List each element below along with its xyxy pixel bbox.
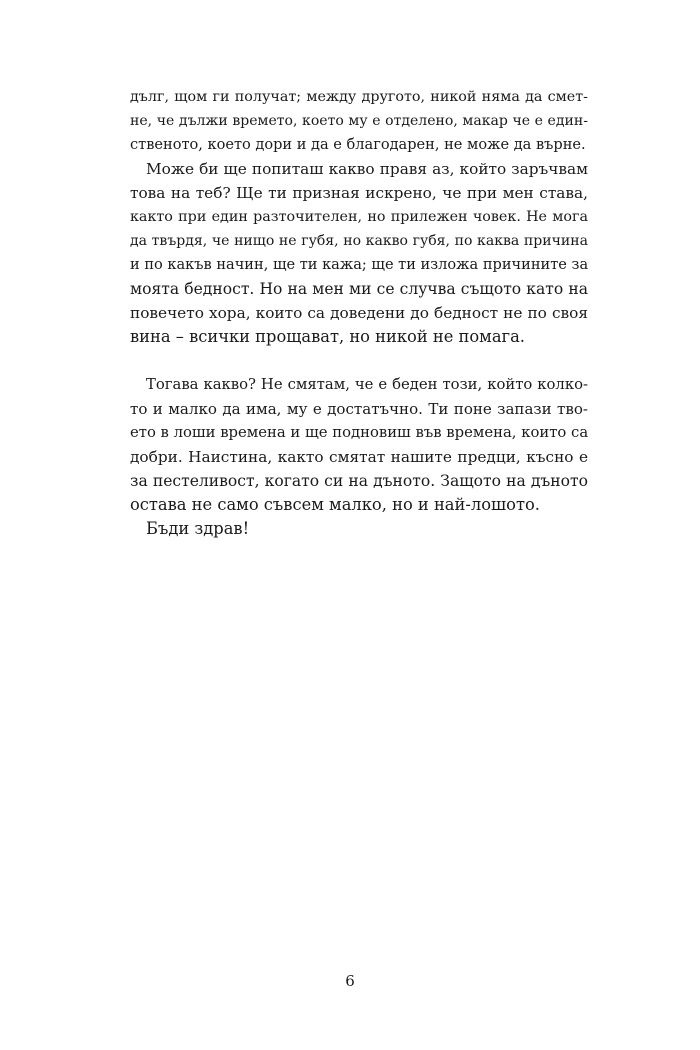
text-line: Тогава какво? Не смятам, че е беден този, който колко- xyxy=(146,376,588,393)
text-line: вина – всички прощават, но никой не помага. xyxy=(130,327,525,346)
text-line: не, че дължи времето, което му е отделено, макар че е един- xyxy=(130,113,588,129)
text-line: и по какъв начин, ще ти кажа; ще ти изложа причините за xyxy=(130,256,588,273)
text-line: Бъди здрав! xyxy=(146,519,250,538)
text-line: добри. Наистина, както смятат нашите предци, късно е xyxy=(130,448,588,466)
text-line: ственото, което дори и да е благодарен, не може да върне. xyxy=(130,136,586,153)
text-line: повечето хора, които са доведени до бедност не по своя xyxy=(130,304,588,322)
closing-line xyxy=(130,517,588,541)
text-line: Може би ще попиташ какво правя аз, който заръчвам xyxy=(146,160,588,178)
text-line: да твърдя, че нищо не губя, но какво губя, по каква причина xyxy=(130,233,588,249)
paragraph-1 xyxy=(130,85,588,157)
text-line: за пестеливост, когато си на дъното. Защото на дъното xyxy=(130,472,588,490)
text-line: дълг, щом ги получат; между другото, никой няма да смет- xyxy=(130,89,588,105)
text-line: както при един разточителен, но прилежен човек. Не мога xyxy=(130,209,588,225)
text-line: това на теб? Ще ти призная искрено, че при мен става, xyxy=(130,184,588,202)
paragraph-2 xyxy=(130,157,588,349)
text-line: то и малко да има, му е достатъчно. Ти поне запази тво- xyxy=(130,400,588,418)
text-line: ето в лоши времена и ще подновиш във времена, които са xyxy=(130,424,588,441)
text-line: остава не само съвсем малко, но и най-лошото. xyxy=(130,495,540,514)
paragraph-3 xyxy=(130,373,588,517)
text-line: моята бедност. Но на мен ми се случва същото като на xyxy=(130,280,588,298)
page-number: 6 xyxy=(345,972,355,990)
